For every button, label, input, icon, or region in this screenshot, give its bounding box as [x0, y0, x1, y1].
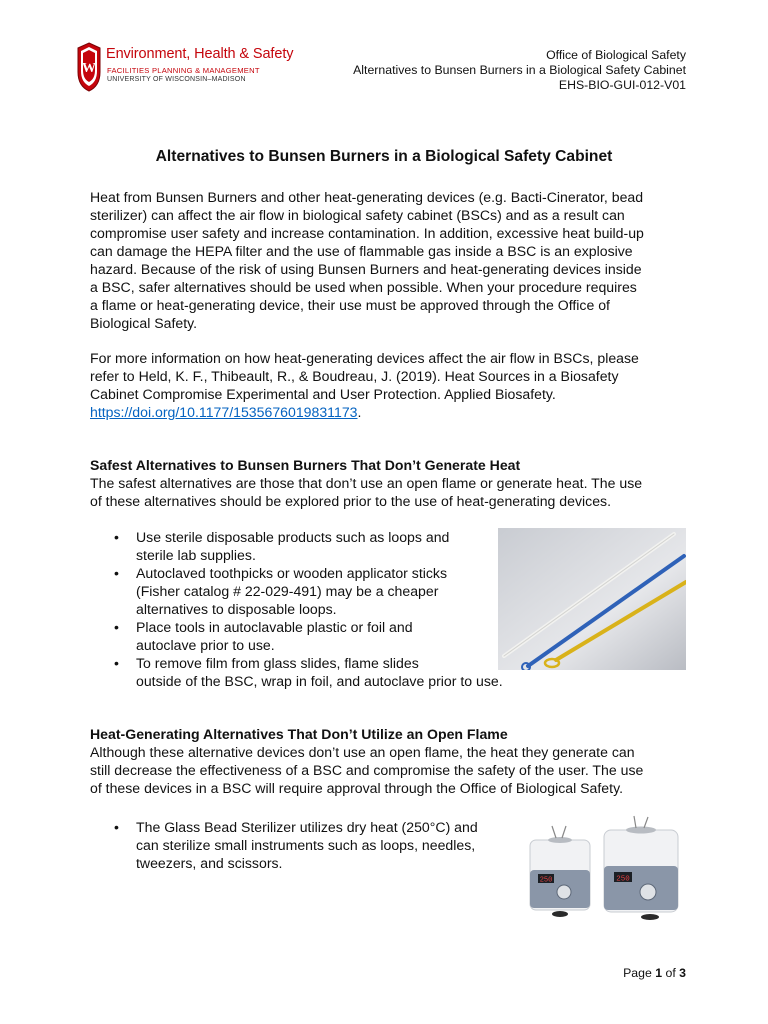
uw-crest-icon [76, 42, 102, 92]
glass-bead-sterilizer-photo [524, 814, 690, 924]
text-line: The Glass Bead Sterilizer utilizes dry heat (250°C) and [136, 819, 478, 835]
inoculation-loops-photo [498, 528, 686, 670]
text-line: Autoclaved toothpicks or wooden applicator sticks [136, 565, 448, 581]
text-line: Heat from Bunsen Burners and other heat-generating devices (e.g. Bacti-Cinerator, bead [90, 189, 644, 205]
reference-paragraph [90, 349, 690, 421]
document-header [353, 48, 686, 93]
list-item [114, 618, 503, 654]
list-item [114, 818, 478, 872]
bullet-dot: • [114, 655, 119, 671]
text-line: Place tools in autoclavable plastic or foil and [136, 619, 413, 635]
text-line: Although these alternative devices don’t use an open flame, the heat they generate can [90, 744, 635, 760]
page-title: Alternatives to Bunsen Burners in a Biological Safety Cabinet [155, 148, 613, 165]
text-line: Cabinet Compromise Experimental and User Protection. Applied Biosafety. [90, 386, 556, 402]
text-line: sterile lab supplies. [136, 547, 256, 563]
intro-paragraph [90, 188, 690, 332]
text-line: sterilizer) can affect the air flow in biological safety cabinet (BSCs) and as a result can [90, 207, 625, 223]
bullet-dot: • [114, 529, 119, 545]
list-item [114, 528, 503, 564]
ehs-logo [76, 42, 294, 94]
text-line: a BSC, safer alternatives should be used when possible. When your procedure requires [90, 279, 637, 295]
text-line: Biological Safety. [90, 315, 198, 331]
text-line: To remove film from glass slides, flame slides [136, 655, 419, 671]
text-line: alternatives to disposable loops. [136, 601, 337, 617]
current-page: 1 [655, 966, 663, 980]
svg-text:250: 250 [616, 875, 630, 884]
text-line: (Fisher catalog # 22-029-491) may be a cheaper [136, 583, 439, 599]
text-line: autoclave prior to use. [136, 637, 275, 653]
bullet-dot: • [114, 565, 119, 581]
text-line: The safest alternatives are those that don’t use an open flame or generate heat. The use [90, 475, 643, 491]
section1-paragraph [90, 474, 690, 510]
logo-title: Environment, Health & Safety [106, 46, 294, 62]
header-doc-id: EHS-BIO-GUI-012-V01 [558, 78, 686, 92]
text-line: of these devices in a BSC will require approval through the Office of Biological Safety. [90, 780, 623, 796]
page-of: of [662, 966, 680, 980]
text-line: outside of the BSC, wrap in foil, and autoclave prior to use. [136, 673, 503, 689]
text-line: Use sterile disposable products such as loops and [136, 529, 450, 545]
text-line: tweezers, and scissors. [136, 855, 283, 871]
list-item [114, 654, 503, 690]
page-prefix: Page [623, 966, 656, 980]
logo-university: UNIVERSITY OF WISCONSIN–MADISON [107, 76, 246, 83]
section-heading-heat-generating-alternatives: Heat-Generating Alternatives That Don’t Utilize an Open Flame [90, 726, 508, 742]
text-line [90, 403, 690, 421]
logo-subtitle: FACILITIES PLANNING & MANAGEMENT [107, 66, 260, 75]
text-line: For more information on how heat-generating devices affect the air flow in BSCs, please [90, 350, 639, 366]
list-item [114, 564, 503, 618]
text-line: compromise user safety and increase contamination. In addition, excessive heat build-up [90, 225, 644, 241]
text-line: still decrease the effectiveness of a BSC and compromise the safety of the user. The use [90, 762, 644, 778]
section1-bullet-list [114, 528, 503, 690]
text-line: can sterilize small instruments such as loops, needles, [136, 837, 476, 853]
header-doc-name: Alternatives to Bunsen Burners in a Biological Safety Cabinet [353, 63, 686, 77]
bullet-dot: • [114, 619, 119, 635]
svg-text:250: 250 [539, 876, 553, 885]
link-period: . [357, 404, 362, 420]
section2-bullet-list [114, 818, 478, 872]
section-heading-safest-alternatives: Safest Alternatives to Bunsen Burners That Don’t Generate Heat [90, 457, 521, 473]
text-line: can damage the HEPA filter and the use of flammable gas inside a BSC is an explosive [90, 243, 633, 259]
bullet-dot: • [114, 819, 119, 835]
text-line: of these alternatives should be explored prior to the use of heat-generating devices. [90, 493, 612, 509]
text-line: a flame or heat-generating device, their use must be approved through the Office of [90, 297, 610, 313]
text-line: refer to Held, K. F., Thibeault, R., & Boudreau, J. (2019). Heat Sources in a Biosafety [90, 368, 619, 384]
text-line: hazard. Because of the risk of using Bunsen Burners and heat-generating devices inside [90, 261, 642, 277]
svg-text:W: W [82, 61, 96, 76]
section2-paragraph [90, 743, 690, 797]
total-pages: 3 [679, 966, 686, 980]
header-office: Office of Biological Safety [546, 48, 686, 62]
doi-link[interactable]: https://doi.org/10.1177/1535676019831173 [90, 404, 358, 420]
page-number [623, 966, 686, 980]
